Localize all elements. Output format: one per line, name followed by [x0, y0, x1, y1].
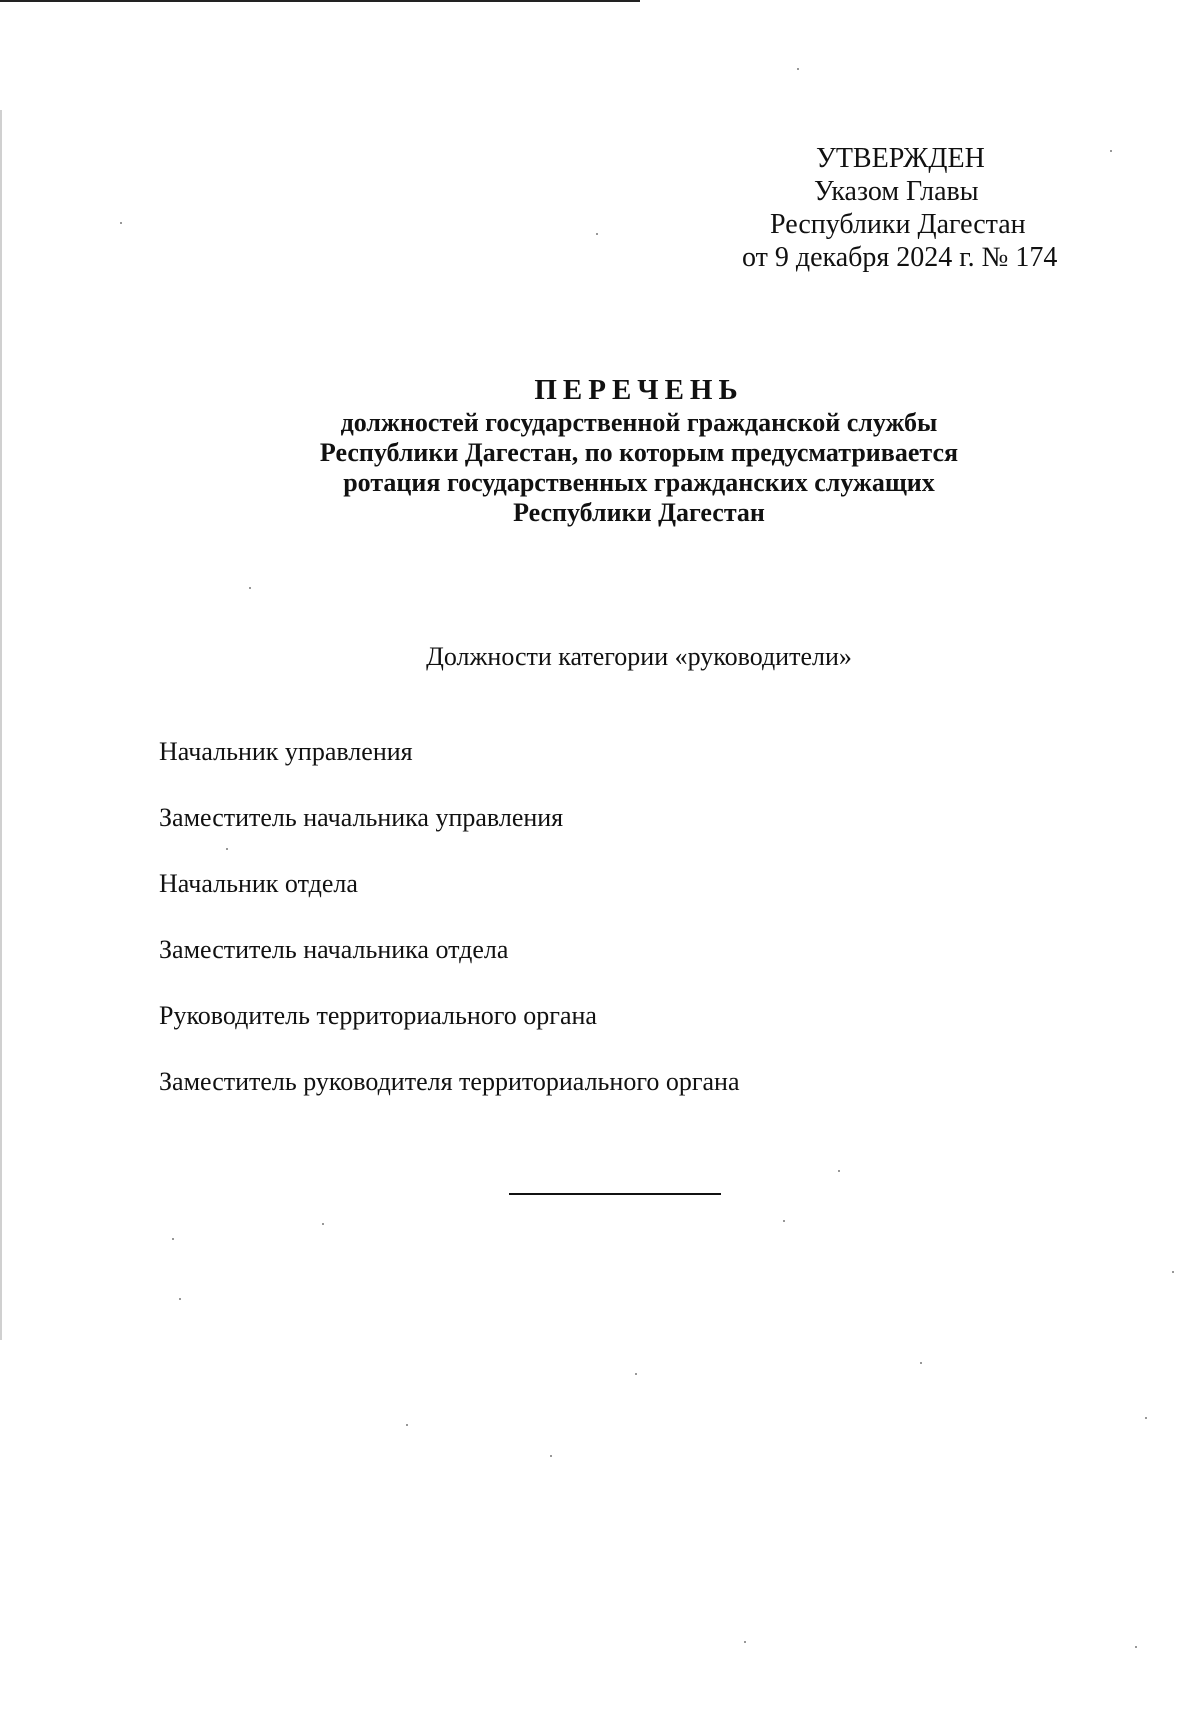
scan-speck: [179, 1298, 181, 1300]
scan-speck: [550, 1455, 552, 1457]
scan-speck: [226, 848, 228, 850]
scan-speck: [172, 1238, 174, 1240]
approval-stamp-block: [700, 142, 1140, 274]
scan-speck: [635, 1373, 637, 1375]
positions-list: [159, 736, 740, 1132]
position-item: Заместитель начальника отдела: [159, 935, 509, 964]
scan-speck: [1110, 150, 1112, 152]
category-heading: [0, 641, 1200, 673]
scan-speck: [783, 1220, 785, 1222]
document-subtitle-line-4: Республики Дагестан: [513, 498, 765, 527]
document-heading: [0, 372, 1200, 528]
position-item: Начальник управления: [159, 737, 413, 766]
approval-line-decree: Указом Главы: [814, 176, 979, 207]
scan-speck: [406, 1424, 408, 1426]
position-item: Заместитель руководителя территориального органа: [159, 1067, 740, 1096]
approval-line-approved: УТВЕРЖДЕН: [816, 143, 985, 174]
end-of-list-rule: [509, 1193, 721, 1195]
scan-speck: [120, 222, 122, 224]
scan-speck: [797, 68, 799, 70]
approval-line-republic: Республики Дагестан: [770, 209, 1026, 240]
document-subtitle-line-3: ротация государственных гражданских служащих: [343, 468, 935, 497]
scan-speck: [920, 1362, 922, 1364]
scan-edge-left: [0, 110, 2, 1340]
category-label: Должности категории «руководители»: [426, 642, 852, 671]
scan-speck: [1172, 1271, 1174, 1273]
position-item: Начальник отдела: [159, 869, 358, 898]
scan-edge-top: [0, 0, 640, 2]
scan-speck: [838, 1170, 840, 1172]
scan-speck: [249, 587, 251, 589]
approval-line-date-number: от 9 декабря 2024 г. № 174: [742, 242, 1058, 273]
scan-speck: [1145, 1417, 1147, 1419]
document-subtitle-line-2: Республики Дагестан, по которым предусматривается: [319, 438, 959, 467]
position-item: Заместитель начальника управления: [159, 803, 564, 832]
document-subtitle-line-1: должностей государственной гражданской службы: [340, 408, 938, 437]
scan-speck: [1135, 1646, 1137, 1648]
position-item: Руководитель территориального органа: [159, 1001, 597, 1030]
scan-speck: [596, 233, 598, 235]
scan-speck: [322, 1223, 324, 1225]
document-title: ПЕРЕЧЕНЬ: [534, 374, 744, 406]
scan-speck: [744, 1641, 746, 1643]
